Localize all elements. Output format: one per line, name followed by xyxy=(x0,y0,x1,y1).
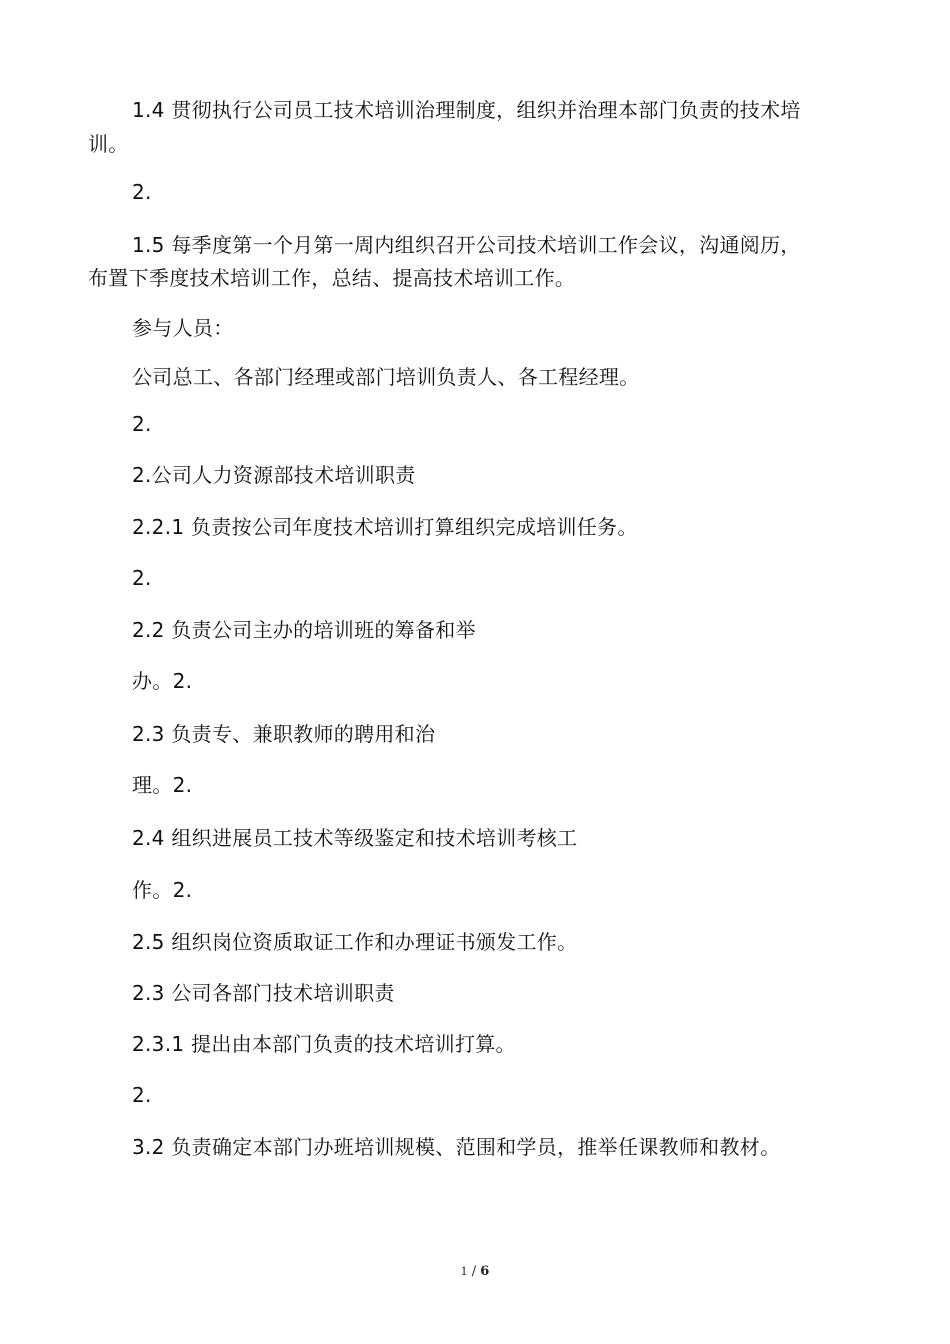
participants-list: 公司总工、各部门经理或部门培训负责人、各工程经理。 xyxy=(132,365,640,389)
paragraph-2-3: 2.3 负责专、兼职教师的聘用和治 xyxy=(132,722,436,746)
current-page-number: 1 xyxy=(460,1265,468,1278)
paragraph-3-2: 3.2 负责确定本部门办班培训规模、范围和学员，推举任课教师和教材。 xyxy=(132,1135,781,1159)
paragraph-2-2: 2.2 负责公司主办的培训班的筹备和举 xyxy=(132,618,476,642)
paragraph-2-2-1: 2.2.1 负责按公司年度技术培训打算组织完成培训任务。 xyxy=(132,515,638,539)
paragraph-1-4-line-1: 1.4 贯彻执行公司员工技术培训治理制度，组织并治理本部门负责的技术培 xyxy=(132,98,801,122)
section-heading-hr: 2.公司人力资源部技术培训职责 xyxy=(132,463,416,487)
paragraph-1-4-line-2: 训。 xyxy=(88,132,129,156)
paragraph-2-5: 2.5 组织岗位资质取证工作和办理证书颁发工作。 xyxy=(132,930,578,954)
paragraph-1-5-line-2: 布置下季度技术培训工作，总结、提高技术培训工作。 xyxy=(88,266,576,290)
paragraph-continuation: 办。2. xyxy=(132,669,193,693)
paragraph-continuation: 作。2. xyxy=(132,878,193,902)
paragraph-1-5-line-1: 1.5 每季度第一个月第一周内组织召开公司技术培训工作会议，沟通阅历， xyxy=(132,233,801,257)
paragraph-2-4: 2.4 组织进展员工技术等级鉴定和技术培训考核工 xyxy=(132,826,578,850)
page-separator: / xyxy=(467,1264,481,1279)
paragraph-number: 2. xyxy=(132,412,152,436)
section-heading-departments: 2.3 公司各部门技术培训职责 xyxy=(132,981,395,1005)
paragraph-2-3-1: 2.3.1 提出由本部门负责的技术培训打算。 xyxy=(132,1032,516,1056)
paragraph-number: 2. xyxy=(132,1083,152,1107)
total-pages: 6 xyxy=(480,1264,490,1279)
paragraph-continuation: 理。2. xyxy=(132,773,193,797)
paragraph-number: 2. xyxy=(132,566,152,590)
participants-label: 参与人员： xyxy=(132,316,234,340)
page-number xyxy=(0,1264,950,1279)
paragraph-number: 2. xyxy=(132,180,152,204)
